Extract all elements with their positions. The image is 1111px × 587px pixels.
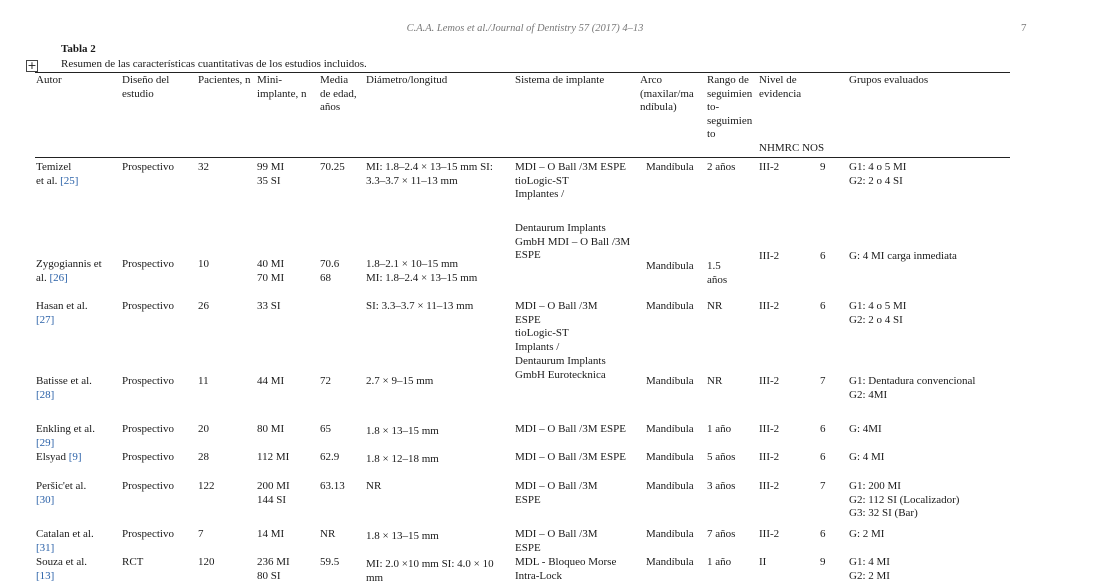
table-cell-arco: Mandíbula bbox=[646, 260, 694, 272]
table-cell-grupos: G: 2 MI bbox=[849, 528, 885, 540]
table-cell-pacientes: 10 bbox=[198, 258, 209, 270]
citation-link[interactable]: [30] bbox=[36, 493, 55, 506]
table-cell-mini: 99 MI 35 SI bbox=[257, 161, 285, 187]
col-header-autor: Autor bbox=[36, 74, 62, 86]
table-caption: Resumen de las características cuantitativas de los estudios incluidos. bbox=[61, 58, 367, 70]
table-cell-nos: 6 bbox=[820, 300, 826, 312]
citation-link[interactable]: [27] bbox=[36, 313, 55, 326]
table-cell-nhmrc: III-2 bbox=[759, 480, 780, 492]
table-cell-diametro: 2.7 × 9–15 mm bbox=[366, 375, 434, 387]
table-cell-diseno: Prospectivo bbox=[122, 161, 174, 173]
table-cell-grupos: G1: Dentadura convencional G2: 4MI bbox=[849, 375, 976, 401]
table-cell-pacientes: 20 bbox=[198, 423, 209, 435]
table-cell-grupos: G1: 200 MI G2: 112 SI (Localizador) G3: 32 SI (Bar) bbox=[849, 480, 960, 519]
table-cell-arco: Mandíbula bbox=[646, 161, 694, 173]
table-cell-autor bbox=[36, 375, 92, 402]
table-cell-autor bbox=[36, 423, 95, 450]
table-cell-rango: NR bbox=[707, 300, 723, 312]
table-cell-mini: 44 MI bbox=[257, 375, 285, 387]
page-number: 7 bbox=[1021, 22, 1027, 34]
table-cell-diametro: 1.8 × 12–18 mm bbox=[366, 453, 439, 465]
table-cell-pacientes: 122 bbox=[198, 480, 215, 492]
table-cell-pacientes: 120 bbox=[198, 556, 215, 568]
table-cell-sistema: MDL - Bloqueo Morse Intra-Lock bbox=[515, 556, 617, 582]
table-cell-diseno: Prospectivo bbox=[122, 423, 174, 435]
table-cell-nos: 6 bbox=[820, 423, 826, 435]
table-cell-diseno: Prospectivo bbox=[122, 451, 174, 463]
table-cell-autor bbox=[36, 480, 86, 507]
table-cell-autor bbox=[36, 300, 88, 327]
table-cell-mini: 200 MI 144 SI bbox=[257, 480, 290, 506]
table-cell-media: 70.6 68 bbox=[320, 258, 340, 284]
author-name: Peršic'et al. bbox=[36, 480, 87, 492]
table-cell-mini: 236 MI 80 SI bbox=[257, 556, 290, 582]
table-cell-grupos: G: 4MI bbox=[849, 423, 882, 435]
table-cell-grupos: G1: 4 o 5 MI G2: 2 o 4 SI bbox=[849, 300, 907, 326]
table-cell-diseno: RCT bbox=[122, 556, 144, 568]
table-cell-arco: Mandíbula bbox=[646, 556, 694, 568]
table-cell-nos: 7 bbox=[820, 375, 826, 387]
table-cell-diametro: 1.8 × 13–15 mm bbox=[366, 425, 439, 437]
table-cell-nos: 7 bbox=[820, 480, 826, 492]
author-name: Zygogiannis et al. bbox=[36, 258, 102, 284]
col-header-nhmrc-nos: NHMRC NOS bbox=[759, 142, 825, 154]
table-cell-rango: NR bbox=[707, 375, 723, 387]
table-cell-rango: 3 años bbox=[707, 480, 736, 492]
table-cell-nos: 9 bbox=[820, 556, 826, 568]
table-cell-nhmrc: III-2 bbox=[759, 375, 780, 387]
table-cell-autor bbox=[36, 451, 82, 465]
table-cell-rango: 7 años bbox=[707, 528, 736, 540]
table-cell-media: 72 bbox=[320, 375, 331, 387]
citation-link[interactable]: [31] bbox=[36, 541, 55, 554]
table-cell-mini: 40 MI 70 MI bbox=[257, 258, 285, 284]
col-header-rango: Rango de seguimien to- seguimien to bbox=[707, 74, 753, 140]
citation-link[interactable]: [9] bbox=[68, 451, 82, 463]
table-cell-diametro: MI: 2.0 ×10 mm SI: 4.0 × 10 mm bbox=[366, 558, 494, 584]
col-header-mini: Mini- implante, n bbox=[257, 74, 307, 100]
author-name: Elsyad bbox=[36, 451, 66, 463]
table-cell-sistema: MDI – O Ball /3M ESPE bbox=[515, 451, 626, 463]
citation-link[interactable]: [25] bbox=[60, 174, 79, 187]
col-header-nivel: Nivel de evidencia bbox=[759, 74, 802, 100]
table-cell-rango: 2 años bbox=[707, 161, 736, 173]
table-cell-diseno: Prospectivo bbox=[122, 528, 174, 540]
citation-link[interactable]: [28] bbox=[36, 388, 55, 401]
table-number: Tabla 2 bbox=[61, 43, 96, 55]
citation-link[interactable]: [26] bbox=[49, 271, 68, 284]
table-cell-grupos: G: 4 MI bbox=[849, 451, 885, 463]
author-name: Souza et al. bbox=[36, 556, 88, 568]
table-cell-nhmrc: III-2 bbox=[759, 161, 780, 173]
table-cell-sistema: MDI – O Ball /3M ESPE bbox=[515, 423, 626, 435]
table-cell-diseno: Prospectivo bbox=[122, 258, 174, 270]
col-header-diametro: Diámetro/longitud bbox=[366, 74, 448, 86]
table-cell-sistema: MDI – O Ball /3M ESPE tioLogic-ST Implantes / bbox=[515, 161, 626, 200]
table-cell-media: 62.9 bbox=[320, 451, 340, 463]
table-cell-nhmrc: II bbox=[759, 556, 767, 568]
table-cell-diametro: NR bbox=[366, 480, 382, 492]
author-name: Catalan et al. bbox=[36, 528, 94, 540]
table-cell-nos: 9 bbox=[820, 161, 826, 173]
table-cell-mini: 14 MI bbox=[257, 528, 285, 540]
running-header: C.A.A. Lemos et al./Journal of Dentistry 57 (2017) 4–13 bbox=[406, 23, 644, 34]
expand-table-icon[interactable]: + bbox=[27, 59, 37, 72]
table-cell-pacientes: 11 bbox=[198, 375, 209, 387]
table-cell-nhmrc: III-2 bbox=[759, 528, 780, 540]
table-cell-sistema: MDI – O Ball /3M ESPE bbox=[515, 480, 598, 506]
table-cell-arco: Mandíbula bbox=[646, 300, 694, 312]
col-header-arco: Arco (maxilar/ma ndíbula) bbox=[640, 74, 694, 113]
col-header-pacientes: Pacientes, n bbox=[198, 74, 251, 86]
table-cell-media: 63.13 bbox=[320, 480, 345, 492]
table-cell-media: 59.5 bbox=[320, 556, 340, 568]
table-cell-nos: 6 bbox=[820, 528, 826, 540]
table-cell-arco: Mandíbula bbox=[646, 423, 694, 435]
table-cell-nhmrc: III-2 bbox=[759, 423, 780, 435]
table-cell-diseno: Prospectivo bbox=[122, 375, 174, 387]
table-cell-diametro: 1.8 × 13–15 mm bbox=[366, 530, 439, 542]
table-cell-sistema: Dentaurum Implants GmbH MDI – O Ball /3M ESPE bbox=[515, 222, 631, 261]
table-cell-grupos: G1: 4 MI G2: 2 MI bbox=[849, 556, 890, 582]
table-cell-pacientes: 32 bbox=[198, 161, 209, 173]
table-cell-diametro: MI: 1.8–2.4 × 13–15 mm SI: 3.3–3.7 × 11–13 mm bbox=[366, 161, 493, 187]
table-cell-nhmrc: III-2 bbox=[759, 300, 780, 312]
table-cell-diametro: SI: 3.3–3.7 × 11–13 mm bbox=[366, 300, 474, 312]
table-cell-rango: 1 año bbox=[707, 556, 732, 568]
table-cell-rango: 1 año bbox=[707, 423, 732, 435]
citation-link[interactable]: [13] bbox=[36, 569, 55, 582]
table-cell-nos: 6 bbox=[820, 250, 826, 262]
col-header-sistema: Sistema de implante bbox=[515, 74, 605, 86]
table-cell-pacientes: 26 bbox=[198, 300, 209, 312]
author-name: Enkling et al. bbox=[36, 423, 95, 435]
table-cell-diametro: 1.8–2.1 × 10–15 mm MI: 1.8–2.4 × 13–15 mm bbox=[366, 258, 478, 284]
table-cell-autor bbox=[36, 556, 87, 583]
table-cell-pacientes: 7 bbox=[198, 528, 204, 540]
table-cell-pacientes: 28 bbox=[198, 451, 209, 463]
table-cell-diseno: Prospectivo bbox=[122, 300, 174, 312]
table-cell-sistema: Dentaurum Implants GmbH Eurotecknica bbox=[515, 355, 606, 381]
col-header-media: Media de edad, años bbox=[320, 74, 357, 113]
table-cell-media: 70.25 bbox=[320, 161, 345, 173]
table-cell-rango: 5 años bbox=[707, 451, 736, 463]
col-header-grupos: Grupos evaluados bbox=[849, 74, 929, 86]
table-cell-media: NR bbox=[320, 528, 336, 540]
table-header-rule bbox=[35, 157, 1010, 158]
table-cell-grupos: G: 4 MI carga inmediata bbox=[849, 250, 957, 262]
table-cell-arco: Mandíbula bbox=[646, 451, 694, 463]
table-cell-grupos: G1: 4 o 5 MI G2: 2 o 4 SI bbox=[849, 161, 907, 187]
citation-link[interactable]: [29] bbox=[36, 436, 55, 449]
table-top-rule bbox=[35, 72, 1010, 73]
table-cell-autor bbox=[36, 528, 94, 555]
table-cell-nhmrc: III-2 bbox=[759, 250, 780, 262]
table-cell-mini: 80 MI bbox=[257, 423, 285, 435]
table-cell-sistema: MDI – O Ball /3M ESPE bbox=[515, 528, 598, 554]
table-cell-sistema: MDI – O Ball /3M ESPE tioLogic-ST Implants / bbox=[515, 300, 598, 353]
col-header-diseno: Diseño del estudio bbox=[122, 74, 170, 100]
table-cell-nos: 6 bbox=[820, 451, 826, 463]
table-cell-arco: Mandíbula bbox=[646, 375, 694, 387]
author-name: Hasan et al. bbox=[36, 300, 88, 312]
table-cell-autor bbox=[36, 161, 78, 188]
author-name: Temizel et al. bbox=[36, 161, 72, 187]
author-name: Batisse et al. bbox=[36, 375, 92, 387]
table-cell-mini: 112 MI bbox=[257, 451, 290, 463]
table-cell-arco: Mandíbula bbox=[646, 480, 694, 492]
table-cell-diseno: Prospectivo bbox=[122, 480, 174, 492]
table-cell-autor bbox=[36, 258, 102, 285]
table-cell-mini: 33 SI bbox=[257, 300, 281, 312]
table-cell-arco: Mandíbula bbox=[646, 528, 694, 540]
table-cell-rango: 1.5 años bbox=[707, 260, 728, 286]
table-cell-media: 65 bbox=[320, 423, 331, 435]
table-cell-nhmrc: III-2 bbox=[759, 451, 780, 463]
